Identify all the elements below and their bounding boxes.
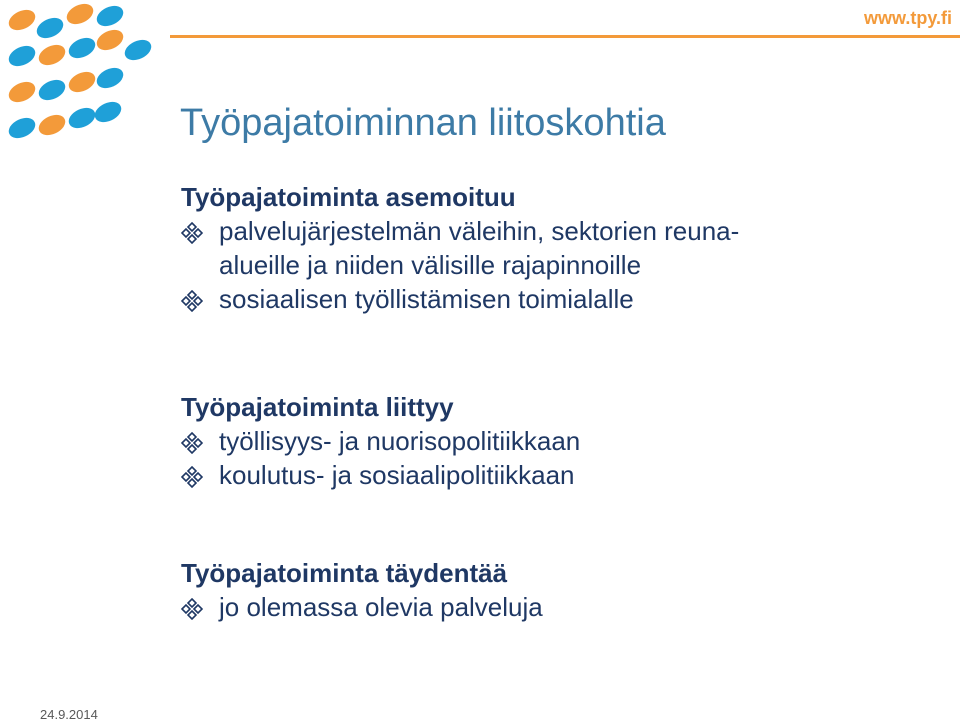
section-liittyy: [181, 390, 881, 492]
section-heading: Työpajatoiminta täydentää: [181, 558, 508, 588]
section-heading: Työpajatoiminta liittyy: [181, 392, 454, 422]
section-asemoituu: [181, 180, 881, 316]
brand-url: www.tpy.fi: [864, 8, 952, 28]
list-item: [181, 590, 881, 624]
diamond-quad-bullet-icon: [181, 222, 203, 244]
diamond-quad-bullet-icon: [181, 466, 203, 488]
footer-date: 24.9.2014: [40, 707, 98, 722]
section-taydentaa: [181, 556, 881, 624]
list-item: [181, 282, 881, 316]
bullet-text-line: alueille ja niiden välisille rajapinnoille: [219, 250, 642, 280]
header-rule: [170, 35, 960, 38]
diamond-quad-bullet-icon: [181, 290, 203, 312]
section-heading: Työpajatoiminta asemoituu: [181, 182, 516, 212]
bullet-text-line: koulutus- ja sosiaalipolitiikkaan: [219, 460, 575, 490]
list-item: [181, 424, 881, 458]
diamond-quad-bullet-icon: [181, 432, 203, 454]
list-item: [181, 214, 881, 282]
slide-title: Työpajatoiminnan liitoskohtia: [180, 102, 666, 144]
dot-pattern-logo: [0, 0, 170, 160]
bullet-text-line: sosiaalisen työllistämisen toimialalle: [219, 284, 634, 314]
diamond-quad-bullet-icon: [181, 598, 203, 620]
bullet-text-line: palvelujärjestelmän väleihin, sektorien reuna-: [219, 216, 740, 246]
bullet-text-line: työllisyys- ja nuorisopolitiikkaan: [219, 426, 581, 456]
bullet-text-line: jo olemassa olevia palveluja: [219, 592, 543, 622]
list-item: [181, 458, 881, 492]
